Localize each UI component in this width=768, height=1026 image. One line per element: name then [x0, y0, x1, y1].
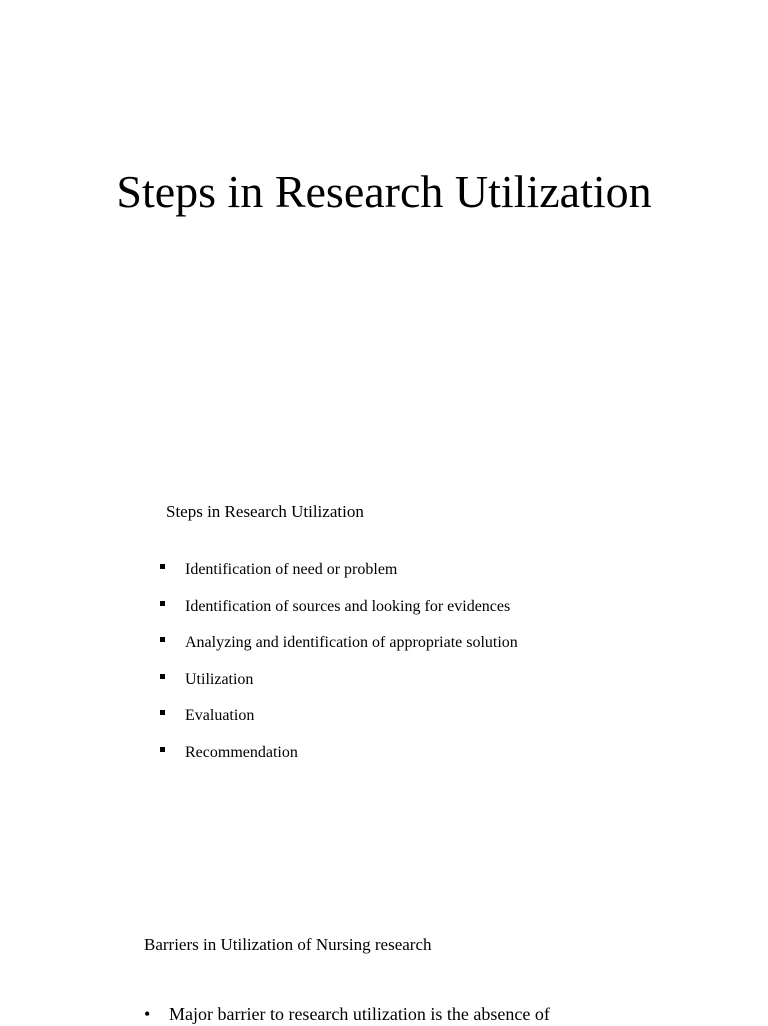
round-bullet-icon: •: [144, 1004, 151, 1024]
list-item-text: Evaluation: [185, 707, 255, 724]
page-title: Steps in Research Utilization: [116, 166, 652, 217]
barriers-list: [144, 1002, 550, 1026]
square-bullet-icon: [160, 710, 165, 715]
square-bullet-icon: [160, 564, 165, 569]
list-item-text: Utilization: [185, 670, 254, 688]
steps-list: [160, 559, 518, 778]
square-bullet-icon: [160, 674, 165, 679]
list-item-text: Analyzing and identification of appropriate solution: [185, 634, 518, 651]
list-item: [160, 632, 518, 669]
barriers-section-heading: Barriers in Utilization of Nursing research: [144, 935, 432, 954]
list-item-text: Identification of need or problem: [185, 561, 398, 578]
list-item-text: Major barrier to research utilization is the absence of: [169, 1004, 550, 1024]
list-item: [160, 742, 518, 779]
square-bullet-icon: [160, 747, 165, 752]
list-item-text: Recommendation: [185, 743, 298, 761]
square-bullet-icon: [160, 601, 165, 606]
list-item: [144, 1002, 550, 1026]
list-item: [160, 559, 518, 596]
list-item: [160, 596, 518, 633]
list-item: [160, 669, 518, 706]
list-item: [160, 705, 518, 742]
list-item-text: Identification of sources and looking for evidences: [185, 597, 511, 615]
steps-section-heading: Steps in Research Utilization: [166, 502, 364, 521]
square-bullet-icon: [160, 637, 165, 642]
